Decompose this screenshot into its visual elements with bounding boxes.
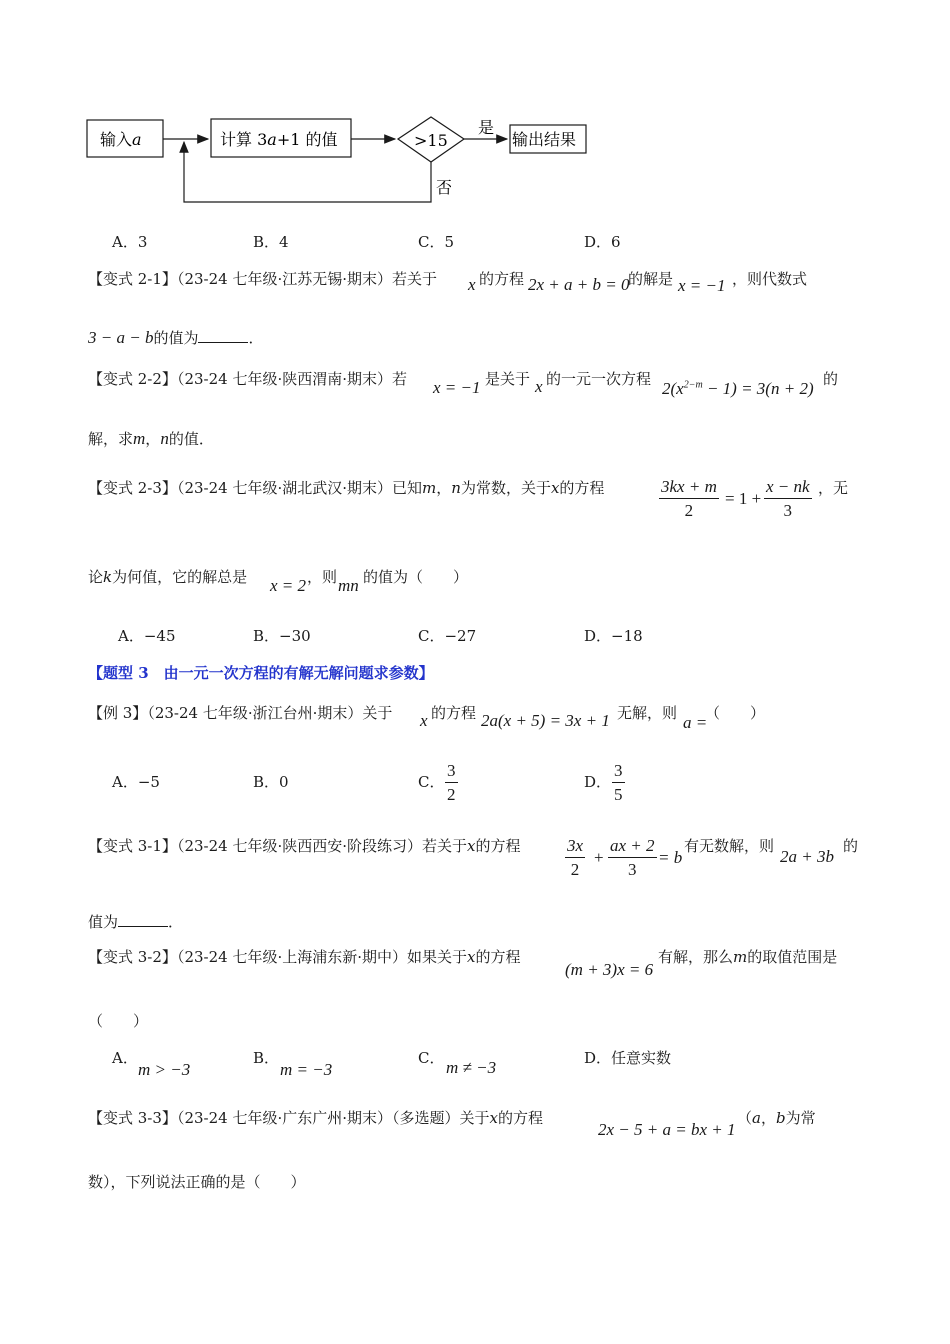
fraction-numerator: 3 bbox=[445, 760, 458, 783]
variant-tag: 【变式 2-3】 bbox=[88, 479, 177, 497]
math-var-x: x bbox=[468, 275, 476, 294]
text: 为常 bbox=[785, 1109, 816, 1127]
fraction-numerator: 3 bbox=[612, 760, 625, 783]
math-var-m: m bbox=[733, 948, 748, 966]
exponent: 2−m bbox=[683, 379, 703, 391]
text: ，则代数式 bbox=[732, 270, 808, 288]
expression: 2a + 3b bbox=[780, 847, 834, 866]
example-3-line1 bbox=[88, 702, 392, 723]
source: （23-24 七年级·浙江台州·期末） bbox=[147, 704, 363, 722]
fraction-denominator: 2 bbox=[684, 501, 694, 520]
text: 如果关于 bbox=[407, 948, 468, 966]
text: 解，求 bbox=[88, 430, 134, 448]
text: 的 bbox=[823, 370, 839, 388]
source: （23-24 七年级·江苏无锡·期末） bbox=[176, 270, 392, 288]
variant-3-3-line1 bbox=[88, 1107, 543, 1128]
option-c-fraction bbox=[445, 760, 458, 807]
solution: x = −1 bbox=[678, 276, 726, 295]
math-var-m: m bbox=[133, 429, 146, 448]
equation-rhs: = b bbox=[658, 848, 683, 867]
text: 的解是 bbox=[628, 270, 674, 288]
variant-3-1-line2 bbox=[88, 911, 183, 932]
math-var-n: n bbox=[451, 479, 461, 497]
answer-blank bbox=[118, 912, 168, 927]
fraction-numerator: ax + 2 bbox=[608, 835, 657, 858]
variant-3-2-line1 bbox=[88, 946, 521, 967]
compute-post: +1 的值 bbox=[276, 130, 338, 149]
fraction-denominator: 3 bbox=[783, 501, 793, 520]
math-var-x: x bbox=[420, 711, 428, 730]
solution: x = −1 bbox=[433, 378, 481, 397]
expression: a = bbox=[683, 713, 708, 732]
text: 的方程 bbox=[497, 1109, 543, 1127]
fraction-1 bbox=[659, 476, 719, 523]
text: ． bbox=[248, 329, 264, 347]
option-c: C．−27 bbox=[418, 627, 477, 645]
math-var-x: x bbox=[489, 1109, 498, 1127]
text: 的值为（ ） bbox=[363, 568, 469, 586]
source: （23-24 七年级·陕西西安·阶段练习） bbox=[176, 837, 422, 855]
option-a: A．−45 bbox=[118, 627, 176, 645]
option-d: D．−18 bbox=[584, 627, 643, 645]
option-b-expr: m = −3 bbox=[280, 1060, 333, 1079]
option-c: C．5 bbox=[418, 233, 455, 251]
section-heading: 【题型 3 由一元一次方程的有解无解问题求参数】 bbox=[88, 664, 434, 682]
text: （ ） bbox=[705, 704, 766, 722]
text: 若关于 bbox=[422, 837, 468, 855]
text bbox=[658, 946, 837, 967]
option-b: B． bbox=[253, 1049, 280, 1067]
text: ． bbox=[168, 913, 184, 931]
math-var-x: x bbox=[535, 377, 543, 396]
text: 有解，那么 bbox=[658, 948, 734, 966]
text: 关于 bbox=[362, 704, 393, 722]
text: ， bbox=[145, 430, 161, 448]
fraction-denominator: 2 bbox=[570, 860, 580, 879]
solution: x = 2 bbox=[270, 576, 307, 595]
option-b: B．0 bbox=[253, 773, 289, 791]
no-label: 否 bbox=[436, 178, 453, 197]
text: 关于 bbox=[459, 1109, 490, 1127]
text: 的值． bbox=[168, 430, 214, 448]
text: 若 bbox=[392, 370, 408, 388]
answer-blank bbox=[198, 328, 248, 343]
text: 的取值范围是 bbox=[747, 948, 838, 966]
variant-2-2-line1 bbox=[88, 368, 407, 389]
fraction-denominator: 3 bbox=[628, 860, 637, 879]
flowchart bbox=[0, 0, 950, 215]
option-c-expr: m ≠ −3 bbox=[446, 1058, 497, 1077]
text: 无解，则 bbox=[617, 704, 678, 722]
math-var-a: a bbox=[752, 1109, 761, 1127]
input-var: a bbox=[132, 130, 142, 149]
fraction-1 bbox=[565, 835, 585, 882]
variant-3-1-line1 bbox=[88, 835, 521, 856]
decision-label: >15 bbox=[414, 131, 448, 150]
math-var-k: k bbox=[103, 568, 113, 586]
svg-text:输入a bbox=[100, 130, 142, 149]
variant-tag: 【变式 3-3】 bbox=[88, 1109, 177, 1127]
math-var-n: n bbox=[160, 429, 169, 448]
source: （23-24 七年级·陕西渭南·期末） bbox=[176, 370, 392, 388]
math-var-x: x bbox=[467, 948, 476, 966]
equation: 2x + a + b = 0 bbox=[528, 275, 630, 294]
text: 的值为 bbox=[153, 329, 199, 347]
text: 值为 bbox=[88, 913, 119, 931]
option-c: C． bbox=[418, 773, 445, 791]
compute-pre: 计算 3 bbox=[220, 130, 268, 149]
text: ， bbox=[760, 1109, 776, 1127]
equation: (m + 3)x = 6 bbox=[565, 960, 654, 979]
variant-3-3-line2: 数），下列说法正确的是（ ） bbox=[88, 1173, 306, 1191]
math-var-x: x bbox=[467, 837, 476, 855]
option-d: D．6 bbox=[584, 233, 621, 251]
example-tag: 【例 3】 bbox=[88, 704, 148, 722]
fraction-numerator: x − nk bbox=[764, 476, 812, 499]
fraction-denominator: 5 bbox=[614, 785, 623, 804]
math-var-x: x bbox=[550, 479, 560, 497]
text: （ bbox=[737, 1109, 753, 1127]
fraction-2 bbox=[608, 835, 657, 882]
option-d: D． bbox=[584, 773, 612, 791]
source: （23-24 七年级·湖北武汉·期末） bbox=[176, 479, 392, 497]
equation bbox=[662, 379, 814, 399]
loop-back-line bbox=[184, 142, 431, 202]
text: 若关于 bbox=[392, 270, 438, 288]
text: 论 bbox=[88, 568, 104, 586]
text: 为何值，它的解总是 bbox=[112, 568, 248, 586]
equation-part: − 1) = 3(n + 2) bbox=[702, 379, 814, 398]
option-b: B．4 bbox=[253, 233, 289, 251]
option-a: A． bbox=[112, 1049, 138, 1067]
equation-part: 2(x bbox=[662, 379, 684, 398]
yes-label: 是 bbox=[478, 118, 495, 137]
expression: mn bbox=[338, 576, 359, 595]
option-b: B．−30 bbox=[253, 627, 311, 645]
text: ，无 bbox=[818, 479, 849, 497]
variant-2-3-line2 bbox=[88, 566, 247, 587]
text: 是关于 bbox=[485, 370, 531, 388]
variant-tag: 【变式 3-2】 bbox=[88, 948, 177, 966]
variant-tag: 【变式 2-1】 bbox=[88, 270, 177, 288]
option-d-fraction bbox=[612, 760, 625, 807]
text: 的方程 bbox=[559, 479, 605, 497]
input-label: 输入 bbox=[100, 130, 133, 149]
option-a-expr: m > −3 bbox=[138, 1060, 191, 1079]
equation: 2a(x + 5) = 3x + 1 bbox=[481, 711, 610, 730]
text: 已知 bbox=[392, 479, 423, 497]
text: 的 bbox=[843, 837, 859, 855]
plus-sign: + bbox=[594, 848, 604, 867]
text: 的方程 bbox=[479, 270, 525, 288]
compute-var: a bbox=[267, 130, 277, 149]
option-a: A．3 bbox=[112, 233, 148, 251]
math-var-b: b bbox=[775, 1109, 786, 1127]
variant-2-2-line2 bbox=[88, 428, 214, 449]
text: 的方程 bbox=[475, 948, 521, 966]
answer-parens: （ ） bbox=[88, 1012, 149, 1030]
variant-tag: 【变式 3-1】 bbox=[88, 837, 177, 855]
math-var-m: m bbox=[422, 479, 437, 497]
text: ，则 bbox=[307, 568, 338, 586]
option-c: C． bbox=[418, 1049, 445, 1067]
text: 的方程 bbox=[431, 704, 477, 722]
fraction-denominator: 2 bbox=[447, 785, 456, 804]
variant-2-3-line1: 【变式 2-3】（23-24 七年级·湖北武汉·期末）已知m，n为常数，关于x的方程 bbox=[88, 479, 605, 497]
svg-text:计算 3a+1 的值 bbox=[220, 130, 338, 149]
fraction-2 bbox=[764, 476, 812, 523]
text: 的一元一次方程 bbox=[546, 370, 652, 388]
text: 有无数解，则 bbox=[684, 837, 775, 855]
source: （23-24 七年级·上海浦东新·期中） bbox=[176, 948, 407, 966]
output-label: 输出结果 bbox=[512, 130, 577, 149]
fraction-numerator: 3x bbox=[565, 835, 585, 858]
option-d: D．任意实数 bbox=[584, 1049, 672, 1067]
text bbox=[737, 1107, 816, 1128]
variant-tag: 【变式 2-2】 bbox=[88, 370, 177, 388]
text: 为常数，关于 bbox=[460, 479, 551, 497]
equation: 2x − 5 + a = bx + 1 bbox=[598, 1120, 736, 1139]
option-a: A．−5 bbox=[112, 773, 160, 791]
text: 的方程 bbox=[475, 837, 521, 855]
source: （23-24 七年级·广东广州·期末）（多选题） bbox=[176, 1109, 460, 1127]
variant-2-1-line1 bbox=[88, 268, 437, 289]
equation-mid: = 1 + bbox=[725, 489, 762, 508]
fraction-numerator: 3kx + m bbox=[659, 476, 719, 499]
expression: 3 − a − b bbox=[88, 328, 154, 347]
variant-2-1-line2 bbox=[88, 327, 263, 348]
